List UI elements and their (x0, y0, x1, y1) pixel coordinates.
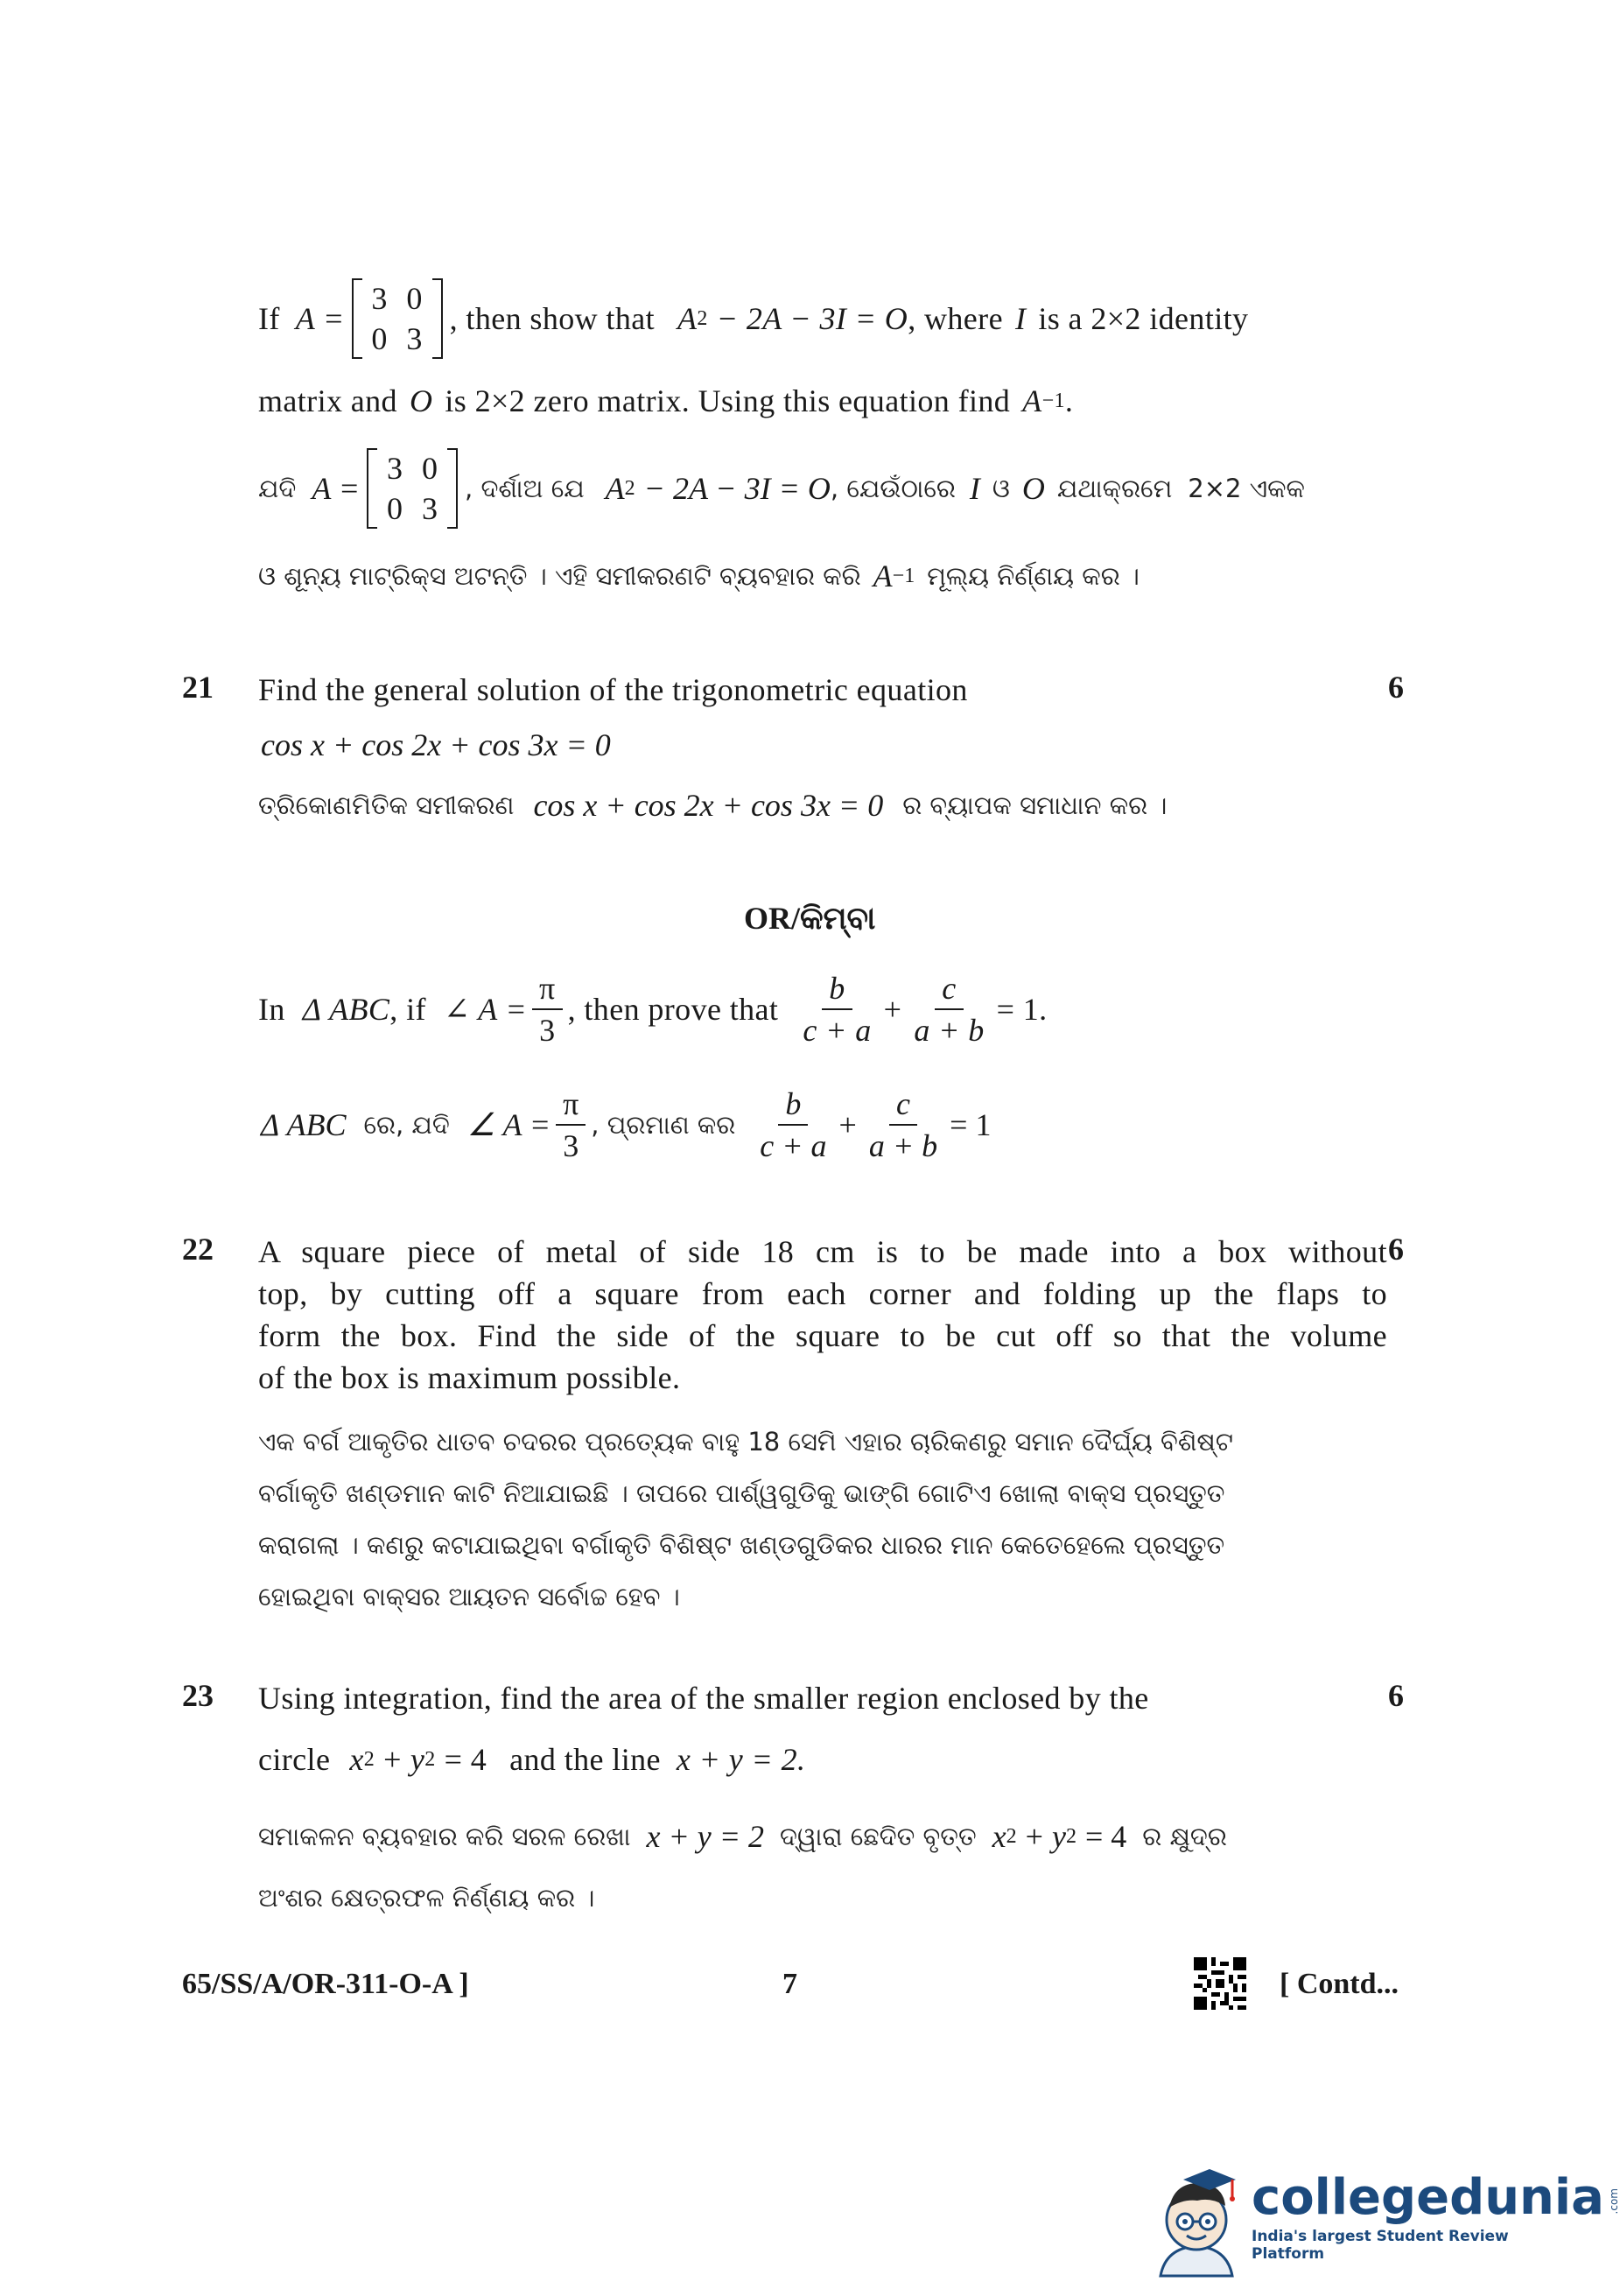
matrix-a-or (367, 448, 458, 529)
q20-i: I (1014, 301, 1027, 336)
contd-label: [ Contd... (1280, 1968, 1399, 2000)
matrix-cell: 3 (422, 491, 438, 526)
q21-en-line1: Find the general solution of the trigonometric equation (258, 672, 968, 707)
q21-or-post: ର ବ୍ୟାପକ ସମାଧାନ କର । (902, 790, 1168, 820)
q21-alt-or-angle: ∠ A = (466, 1107, 551, 1142)
frac-num: π (532, 968, 563, 1010)
q21-alt-or (261, 1084, 991, 1166)
frac-den: 3 (563, 1128, 579, 1163)
frac-num: π (556, 1084, 586, 1126)
frac-den: 3 (539, 1013, 556, 1048)
q20-eq-a: A (677, 301, 698, 336)
logo-suffix: .com (1607, 2187, 1620, 2214)
q20-or-O: O (1021, 471, 1045, 506)
q20-or-i: I (969, 471, 980, 506)
q20-or-yadi: ଯଦି (258, 474, 297, 503)
q21-or-line (258, 786, 1167, 825)
frac-den: a + b (914, 1013, 985, 1048)
q23-or-post: ର କ୍ଷୁଦ୍ର (1142, 1822, 1227, 1851)
q20-or-line2b: ମୂଲ୍ୟ ନିର୍ଣ୍ଣୟ କର । (927, 561, 1140, 591)
q23-or-line1: ସମାକଳନ ବ୍ୟବହାର କରି ସରଳ ରେଖା x + y = 2 ଦ୍ୱାରା ଛେଦିତ ବୃତ୍ତ x 2 + y 2 = 4 ର କ୍ଷୁଦ୍ର (258, 1819, 1227, 1854)
frac-num: b (822, 968, 852, 1010)
matrix-cell: 0 (406, 281, 423, 316)
q20-or-jathakrame: ଯଥାକ୍ରମେ (1056, 474, 1173, 503)
plus-sign: + (883, 992, 902, 1027)
q21-alt-or-re: ରେ, ଯଦି (363, 1110, 450, 1140)
matrix-a (352, 278, 443, 359)
q23-or-line-eq: x + y = 2 (646, 1819, 765, 1854)
matrix-cell: 0 (371, 321, 388, 356)
q21-alt-then: , then prove that (567, 992, 779, 1027)
q20-or-eq-b: − 2A − 3I = O (643, 471, 831, 506)
or-separator: OR/କିମ୍ବା (744, 901, 876, 936)
paper-code: 65/SS/A/OR-311-O-A ] (182, 1968, 469, 2000)
q20-or-ainv: A (873, 558, 893, 593)
q22-en-line: top, by cutting off a square from each corner and folding up the flaps to (258, 1276, 1387, 1311)
q20-identity: is a 2×2 identity (1038, 301, 1249, 336)
q21-alt-angle: ∠ A = (443, 992, 528, 1027)
q23-y: y (410, 1742, 425, 1777)
matrix-cell: 3 (406, 321, 423, 356)
q20-or-eq-a: A (605, 471, 625, 506)
q22-en-line: A square piece of metal of side 18 cm is to be made into a box without (258, 1234, 1387, 1269)
c-over-ab (907, 968, 991, 1050)
q21-or-equation: cos x + cos 2x + cos 3x = 0 (533, 788, 884, 823)
q23-or-eq4: = 4 (1084, 1819, 1127, 1854)
frac-den: c + a (803, 1013, 872, 1048)
q22-or-line: କରାଗଲା । କଣରୁ କଟାଯାଇଥିବା ବର୍ଗାକୃତି ବିଶିଷ୍ଟ ଖଣ୍ଡଗୁଡିକର ଧାରର ମାନ କେତେହେଲେ ପ୍ରସ୍ତୁତ (258, 1530, 1225, 1560)
q21-alt-or-prove: , ପ୍ରମାଣ କର (591, 1110, 736, 1140)
q20-o: O (409, 383, 433, 418)
logo-wordmark: collegedunia (1252, 2169, 1604, 2226)
q21-number: 21 (182, 670, 214, 705)
plus-sign: + (838, 1107, 857, 1142)
q22-or-text (258, 1416, 1361, 1623)
collegedunia-logo (1252, 2169, 1620, 2263)
q20-or-dars: , ଦର୍ଶାଅ ଯେ (465, 474, 585, 503)
frac-num: c (889, 1084, 917, 1126)
q20-eq-b: − 2A − 3I = O (716, 301, 908, 336)
q20-en-line2: matrix and O is 2×2 zero matrix. Using this equation find A −1 . (258, 380, 1073, 422)
q23-plus: + (383, 1742, 402, 1777)
q20-then: , then show that (449, 301, 655, 336)
q23-eq4: = 4 (444, 1742, 487, 1777)
pi-over-3-or (556, 1084, 586, 1166)
q23-number: 23 (182, 1678, 214, 1713)
q21-alt-if: , if (389, 992, 426, 1027)
frac-den: c + a (760, 1128, 827, 1163)
q22-en-text (258, 1231, 1387, 1399)
pi-over-3 (532, 968, 563, 1050)
q23-or-y: y (1051, 1819, 1066, 1854)
mascot-icon (1148, 2162, 1245, 2285)
q23-marks: 6 (1388, 1678, 1404, 1713)
frac-num: c (935, 968, 963, 1010)
q23-en-line1: Using integration, find the area of the smaller region enclosed by the (258, 1681, 1149, 1716)
q22-or-line: ବର୍ଗାକୃତି ଖଣ୍ଡମାନ କାଟି ନିଆଯାଇଛି । ତାପରେ ପାର୍ଶ୍ୱଗୁଡିକୁ ଭାଙ୍ଗି ଗୋଟିଏ ଖୋଲା ବାକ୍ସ ପ୍ରସ୍ତୁତ (258, 1478, 1225, 1508)
q22-number: 22 (182, 1232, 214, 1267)
q20-en-line1: If A = 3 0 0 3 , then show that A 2 − 2A − 3I = O , where I is a 2×2 identity (258, 278, 1248, 359)
q23-or-line2: ଅଂଶର କ୍ଷେତ୍ରଫଳ ନିର୍ଣ୍ଣୟ କର । (258, 1883, 595, 1913)
b-over-ca (796, 968, 878, 1050)
q23-or-plus: + (1025, 1819, 1043, 1854)
matrix-cell: 0 (387, 491, 403, 526)
q21-marks: 6 (1388, 670, 1404, 705)
q20-or-ekak: 2×2 ଏକକ (1188, 474, 1305, 503)
q22-marks: 6 (1388, 1232, 1404, 1267)
logo-tagline: India's largest Student Review Platform (1252, 2228, 1509, 2263)
q21-alt-en (258, 968, 1048, 1050)
q20-or-line2: ଓ ଶୂନ୍ୟ ମାଟ୍ରିକ୍ସ ଅଟନ୍ତି । ଏହି ସମୀକରଣଟି ବ୍ୟବହାର କରି (258, 561, 861, 591)
q21-equation: cos x + cos 2x + cos 3x = 0 (261, 727, 611, 762)
q23-line-eq: x + y = 2. (676, 1742, 806, 1777)
q21-alt-in: In (258, 992, 285, 1027)
q20-or-jeuthare: , ଯେଉଁଠାରେ (830, 474, 956, 503)
q20-where: , where (908, 301, 1003, 336)
q20-if: If (258, 301, 280, 336)
equals-one: = 1. (996, 992, 1048, 1027)
frac-den: a + b (868, 1128, 938, 1163)
q20-line2b: is 2×2 zero matrix. Using this equation find (445, 383, 1011, 418)
q23-or-mid: ଦ୍ୱାରା ଛେଦିତ ବୃତ୍ତ (780, 1822, 977, 1851)
qr-code-icon (1194, 1957, 1246, 2010)
q20-ainv: A (1022, 383, 1042, 418)
q20-line2: matrix and (258, 383, 397, 418)
q23-or-pre: ସମାକଳନ ବ୍ୟବହାର କରି ସରଳ ରେଖା (258, 1822, 631, 1851)
matrix-cell: 0 (422, 451, 438, 486)
q20-a-equals: A = (295, 301, 345, 336)
frac-num: b (778, 1084, 808, 1126)
q20-or-o: ଓ (992, 474, 1010, 503)
q21-alt-or-triangle: Δ ABC (261, 1107, 347, 1142)
q23-circle: circle (258, 1742, 331, 1777)
q20-dot: . (1064, 383, 1074, 418)
q21-or-pre: ତ୍ରିକୋଣମିତିକ ସମୀକରଣ (258, 790, 515, 820)
q20-or-line2: ଓ ଶୂନ୍ୟ ମାଟ୍ରିକ୍ସ ଅଟନ୍ତି । ଏହି ସମୀକରଣଟି ବ୍ୟବହାର କରି A −1 ମୂଲ୍ୟ ନିର୍ଣ୍ଣୟ କର । (258, 558, 1140, 593)
q22-or-line: ଏକ ବର୍ଗ ଆକୃତିର ଧାତବ ଚଦରର ପ୍ରତ୍ୟେକ ବାହୁ 18 ସେମି ଏହାର ଚାରିକଣରୁ ସମାନ ଦୈର୍ଘ୍ୟ ବିଶିଷ୍ଟ (258, 1427, 1233, 1457)
q20-or-a-equals: A = (312, 471, 361, 506)
matrix-cell: 3 (387, 451, 403, 486)
q22-en-line: of the box is maximum possible. (258, 1360, 681, 1395)
matrix-cell: 3 (371, 281, 388, 316)
q22-en-line: form the box. Find the side of the square to be cut off so that the volume (258, 1318, 1387, 1353)
equals-one-or: = 1 (950, 1107, 992, 1142)
q20-or-line1: ଯଦି A = 3 0 0 3 , ଦର୍ଶାଅ ଯେ A 2 − 2A − 3I = O , ଯେଉଁଠାରେ I ଓ O ଯଥାକ୍ରମେ 2×2 ଏକକ (258, 448, 1305, 529)
b-over-ca-or (753, 1084, 833, 1166)
q21-alt-triangle: Δ ABC (302, 992, 390, 1027)
page-number: 7 (782, 1968, 797, 2000)
q23-x: x (349, 1742, 364, 1777)
c-over-ab-or (862, 1084, 944, 1166)
q23-or-x: x (992, 1819, 1006, 1854)
q22-or-line: ହୋଇଥିବା ବାକ୍ସର ଆୟତନ ସର୍ବୋଚ୍ଚ ହେବ । (258, 1582, 680, 1611)
q23-and: and the line (509, 1742, 661, 1777)
q23-en-line2: circle x 2 + y 2 = 4 and the line x + y = 2. (258, 1738, 805, 1780)
